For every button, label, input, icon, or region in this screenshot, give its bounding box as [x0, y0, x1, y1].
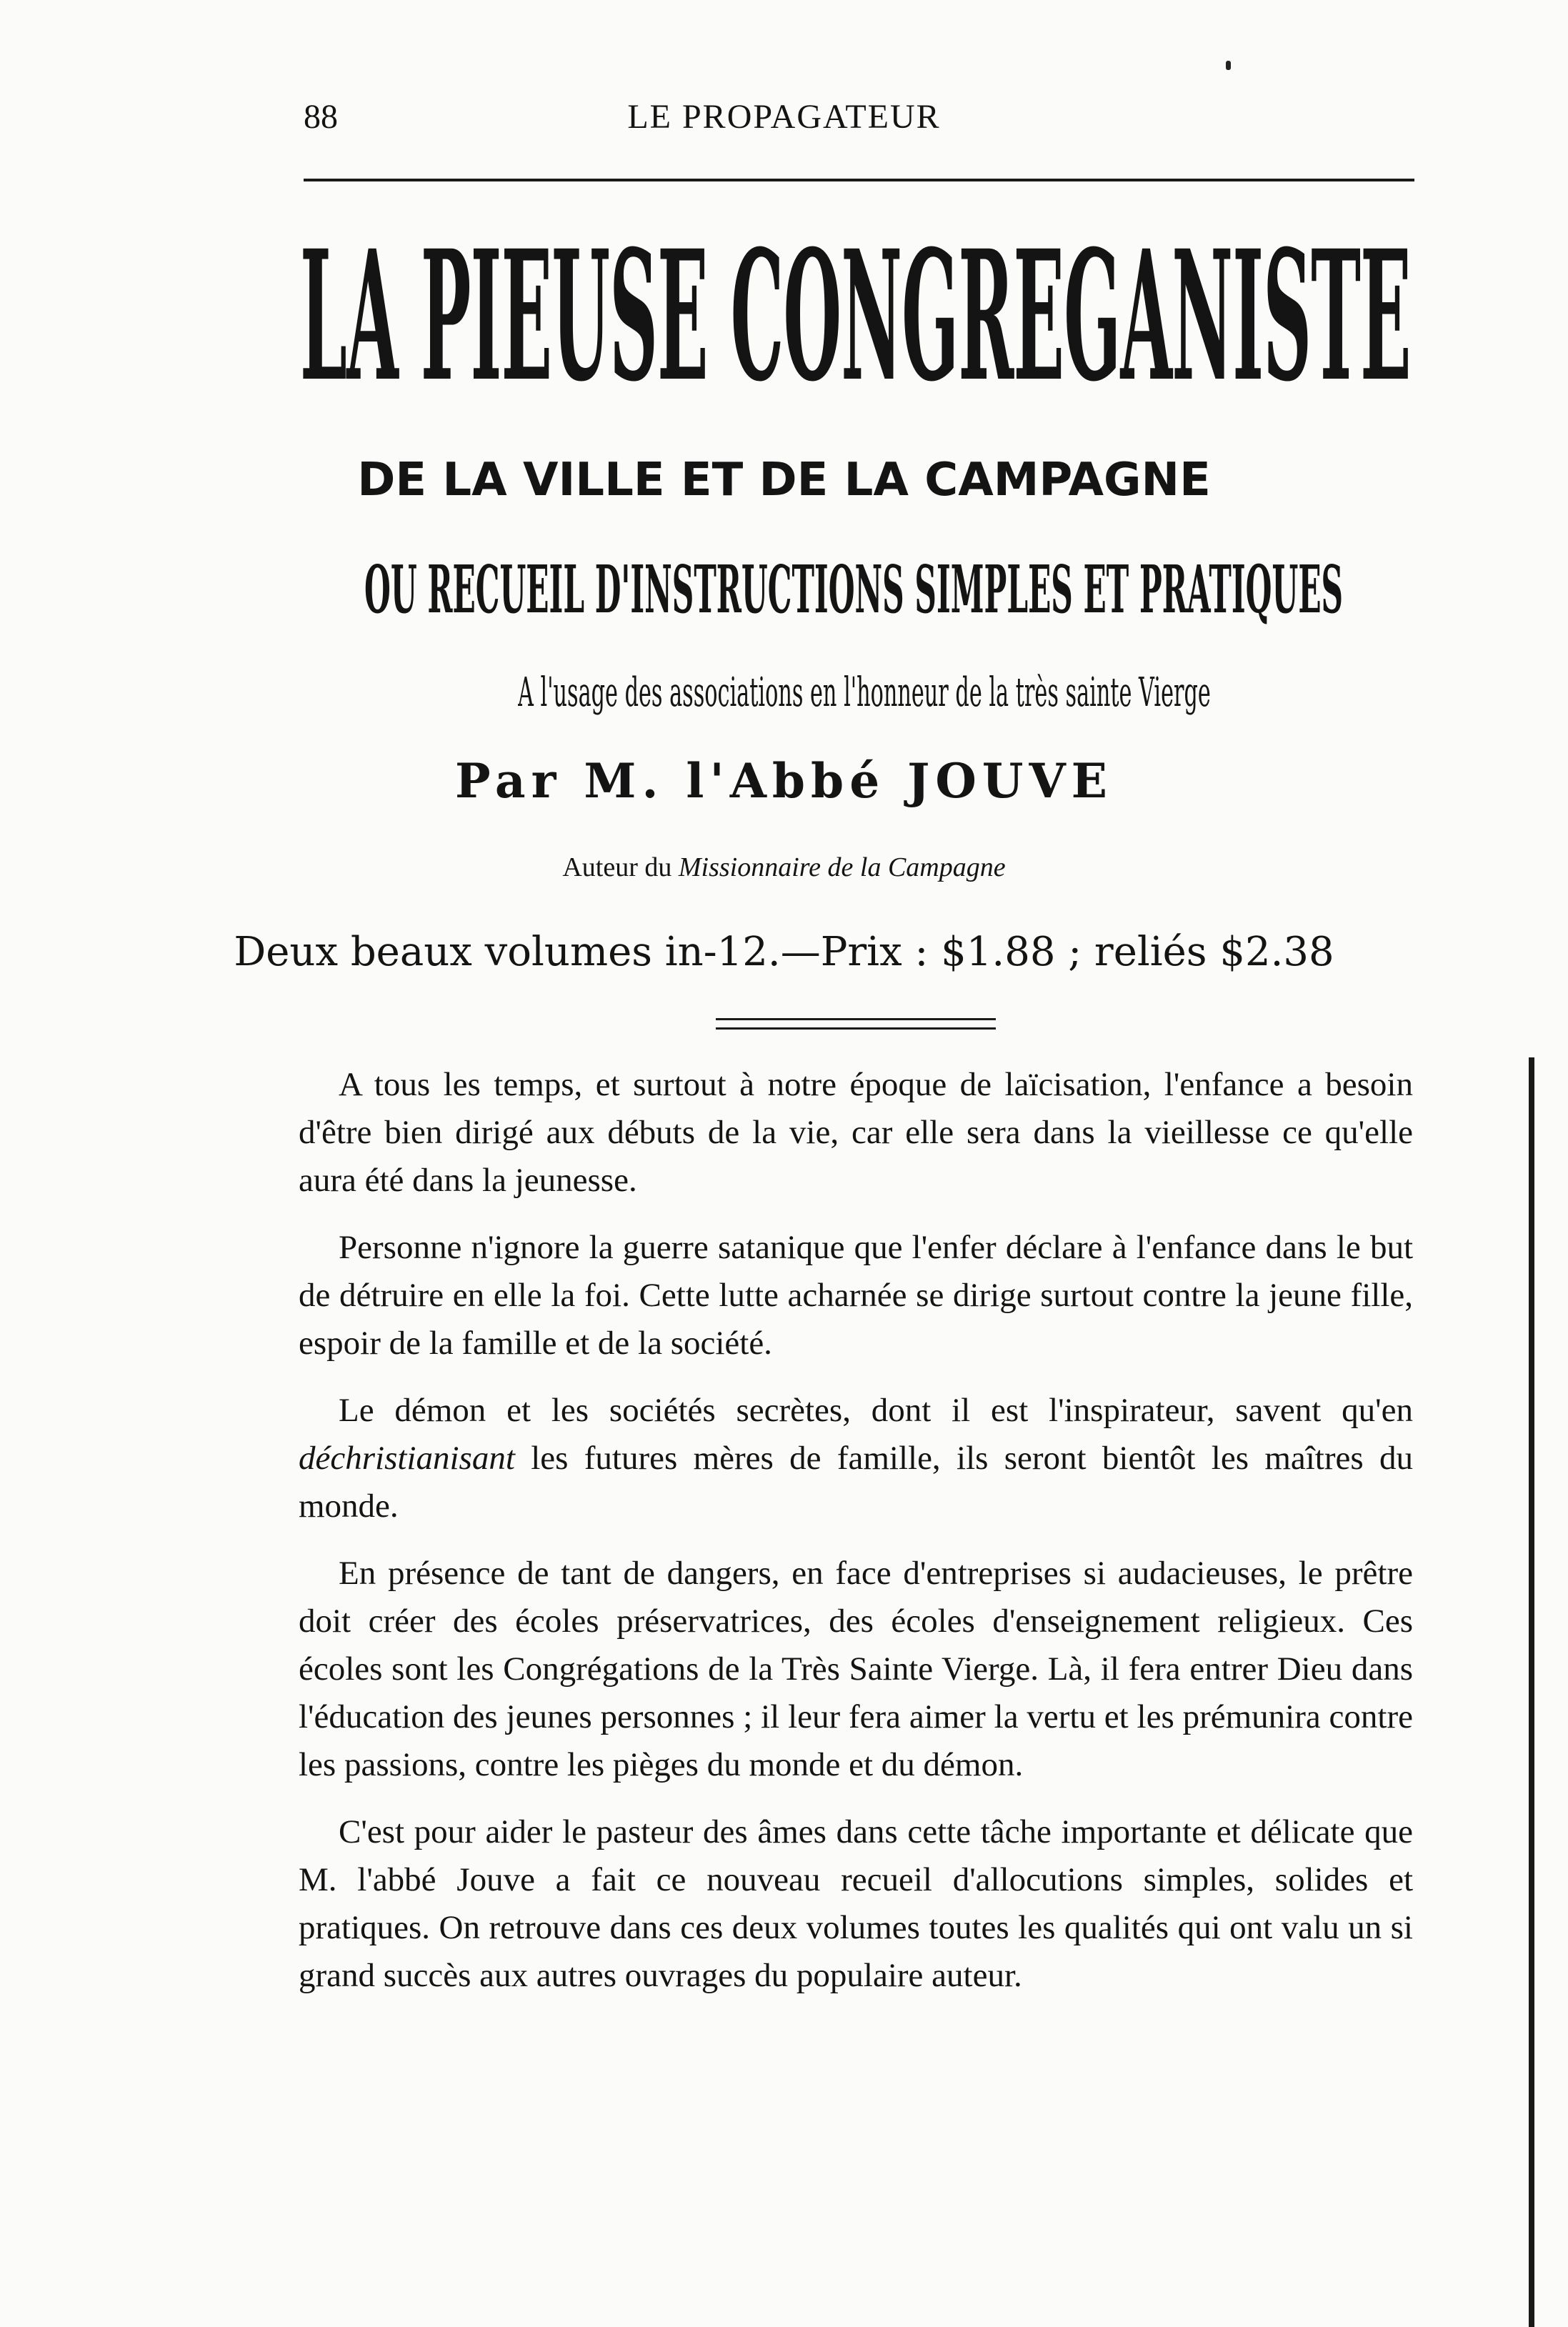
- usage-line-box: [518, 668, 1211, 718]
- header-rule: [304, 179, 1414, 181]
- series-title-box: [364, 547, 1343, 632]
- running-title: LE PROPAGATEUR: [627, 98, 941, 136]
- body-text: [299, 1061, 1413, 2019]
- author-line: Par M. l'Abbé JOUVE: [455, 753, 1113, 809]
- author-note-prefix: Auteur du: [562, 852, 679, 882]
- margin-line: [1529, 1057, 1534, 2327]
- author-note-work: Missionnaire de la Campagne: [678, 852, 1006, 882]
- page-number: 88: [304, 98, 338, 136]
- divider-rule: [716, 1018, 996, 1020]
- paragraph-italic: déchristianisant: [299, 1440, 515, 1477]
- paragraph: A tous les temps, et surtout à notre époque de laïcisation, l'enfance a besoin d'être bien dirigé aux débuts de la vie, car elle sera dans la vieillesse ce qu'elle aura été dans la jeunesse.: [299, 1066, 1413, 1199]
- main-title-box: [300, 229, 1411, 404]
- subtitle: DE LA VILLE ET DE LA CAMPAGNE: [357, 454, 1211, 507]
- paragraph: En présence de tant de dangers, en face d'entreprises si audacieuses, le prêtre doit créer des écoles préservatrices, des écoles d'enseignement religieux. Ces écoles sont les Congrégations de la Très Sainte Vierge. Là, il fera entrer Dieu dans l'éducation des jeunes personnes ; il leur fera aimer la vertu et les prémunira contre les passions, contre les pièges du monde et du démon.: [299, 1555, 1413, 1783]
- author-note: [0, 854, 1568, 881]
- series-title: OU RECUEIL D'INSTRUCTIONS SIMPLES ET PRATIQUES: [364, 551, 1343, 628]
- paragraph-text: Le démon et les sociétés secrètes, dont il est l'inspirateur, savent qu'en: [339, 1392, 1413, 1429]
- divider-rule: [716, 1027, 996, 1030]
- paragraph: Personne n'ignore la guerre satanique que l'enfer déclare à l'enfance dans le but de détruire en elle la foi. Cette lutte acharnée se dirige surtout contre la jeune fille, espoir de la famille et de la société.: [299, 1229, 1413, 1362]
- paragraph: [299, 1387, 1413, 1530]
- main-title: LA PIEUSE CONGREGANISTE: [300, 229, 1411, 404]
- usage-line: A l'usage des associations en l'honneur de la très sainte Vierge: [518, 669, 1211, 716]
- paragraph-text: les futures mères de famille, ils seront bientôt les maîtres du monde.: [299, 1440, 1413, 1525]
- ink-speck: [1226, 61, 1231, 70]
- paragraph: C'est pour aider le pasteur des âmes dans cette tâche importante et délicate que M. l'abbé Jouve a fait ce nouveau recueil d'allocutions simples, solides et pratiques. On retrouve dans ces deux volumes toutes les qualités qui ont valu un si grand succès aux autres ouvrages du populaire auteur.: [299, 1813, 1413, 1994]
- price-line: Deux beaux volumes in-12.—Prix : $1.88 ; reliés $2.38: [234, 929, 1334, 975]
